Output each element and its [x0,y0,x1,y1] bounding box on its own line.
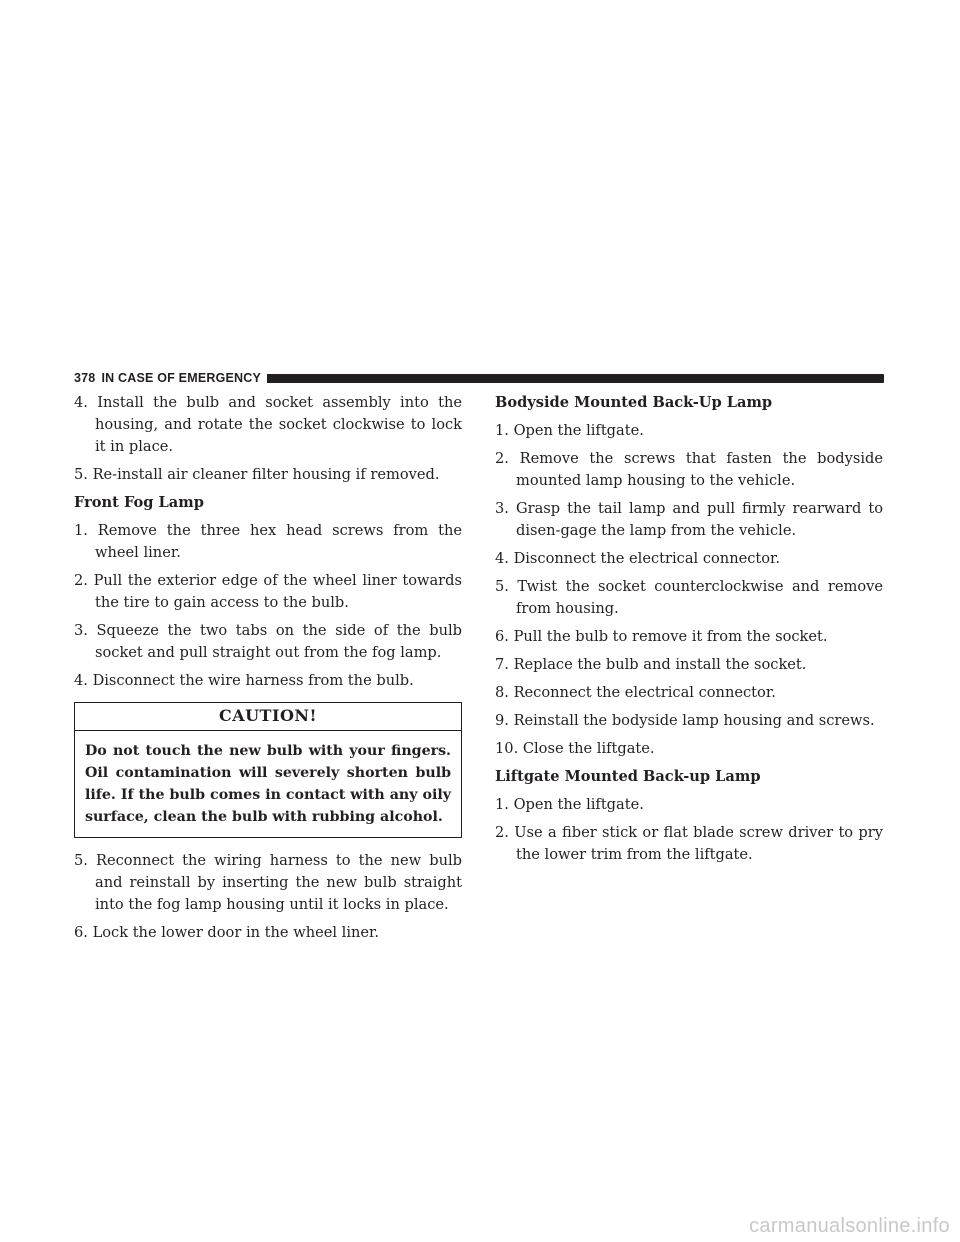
list-item: 9. Reinstall the bodyside lamp housing and screws. [495,712,875,729]
section-heading-liftgate-back-up-lamp: Liftgate Mounted Back-up Lamp [495,768,761,785]
list-item: 4. Install the bulb and socket assembly into the housing, and rotate the socket clockwise to lock it in place. [74,394,462,455]
list-item: 5. Re-install air cleaner filter housing if removed. [74,466,440,483]
list-item: 1. Open the liftgate. [495,796,644,813]
right-column [495,392,883,872]
section-heading-bodyside-back-up-lamp: Bodyside Mounted Back-Up Lamp [495,394,773,411]
list-item: 1. Open the liftgate. [495,422,644,439]
section-title: IN CASE OF EMERGENCY [101,371,262,385]
page-header [74,371,884,385]
caution-box [74,702,462,838]
list-item: 4. Disconnect the electrical connector. [495,550,781,567]
list-item: 6. Pull the bulb to remove it from the socket. [495,628,828,645]
list-item: 3. Squeeze the two tabs on the side of the bulb socket and pull straight out from the fog lamp. [74,622,462,661]
left-column [74,392,462,950]
list-item: 6. Lock the lower door in the wheel liner. [74,924,380,941]
caution-title: CAUTION! [75,703,461,731]
list-item: 2. Remove the screws that fasten the bodyside mounted lamp housing to the vehicle. [495,450,883,489]
list-item: 10. Close the liftgate. [495,740,655,757]
list-item: 7. Replace the bulb and install the socket. [495,656,807,673]
page-number: 378 [74,371,96,385]
list-item: 3. Grasp the tail lamp and pull firmly rearward to disen-gage the lamp from the vehicle. [495,500,883,539]
list-item: 4. Disconnect the wire harness from the bulb. [74,672,414,689]
list-item: 5. Twist the socket counterclockwise and remove from housing. [495,578,883,617]
list-item: 8. Reconnect the electrical connector. [495,684,776,701]
watermark: carmanualsonline.info [749,1215,950,1237]
section-heading-front-fog-lamp: Front Fog Lamp [74,494,204,511]
list-item: 2. Use a fiber stick or flat blade screw driver to pry the lower trim from the liftgate. [495,824,883,863]
caution-text: Do not touch the new bulb with your fingers. Oil contamination will severely shorten bulb life. If the bulb comes in contact with any oily surface, clean the bulb with rubbing alcohol. [85,743,451,825]
list-item: 2. Pull the exterior edge of the wheel liner towards the tire to gain access to the bulb. [74,572,462,611]
header-rule [267,374,884,383]
list-item: 1. Remove the three hex head screws from the wheel liner. [74,522,462,561]
list-item: 5. Reconnect the wiring harness to the new bulb and reinstall by inserting the new bulb straight into the fog lamp housing until it locks in place. [74,852,462,913]
